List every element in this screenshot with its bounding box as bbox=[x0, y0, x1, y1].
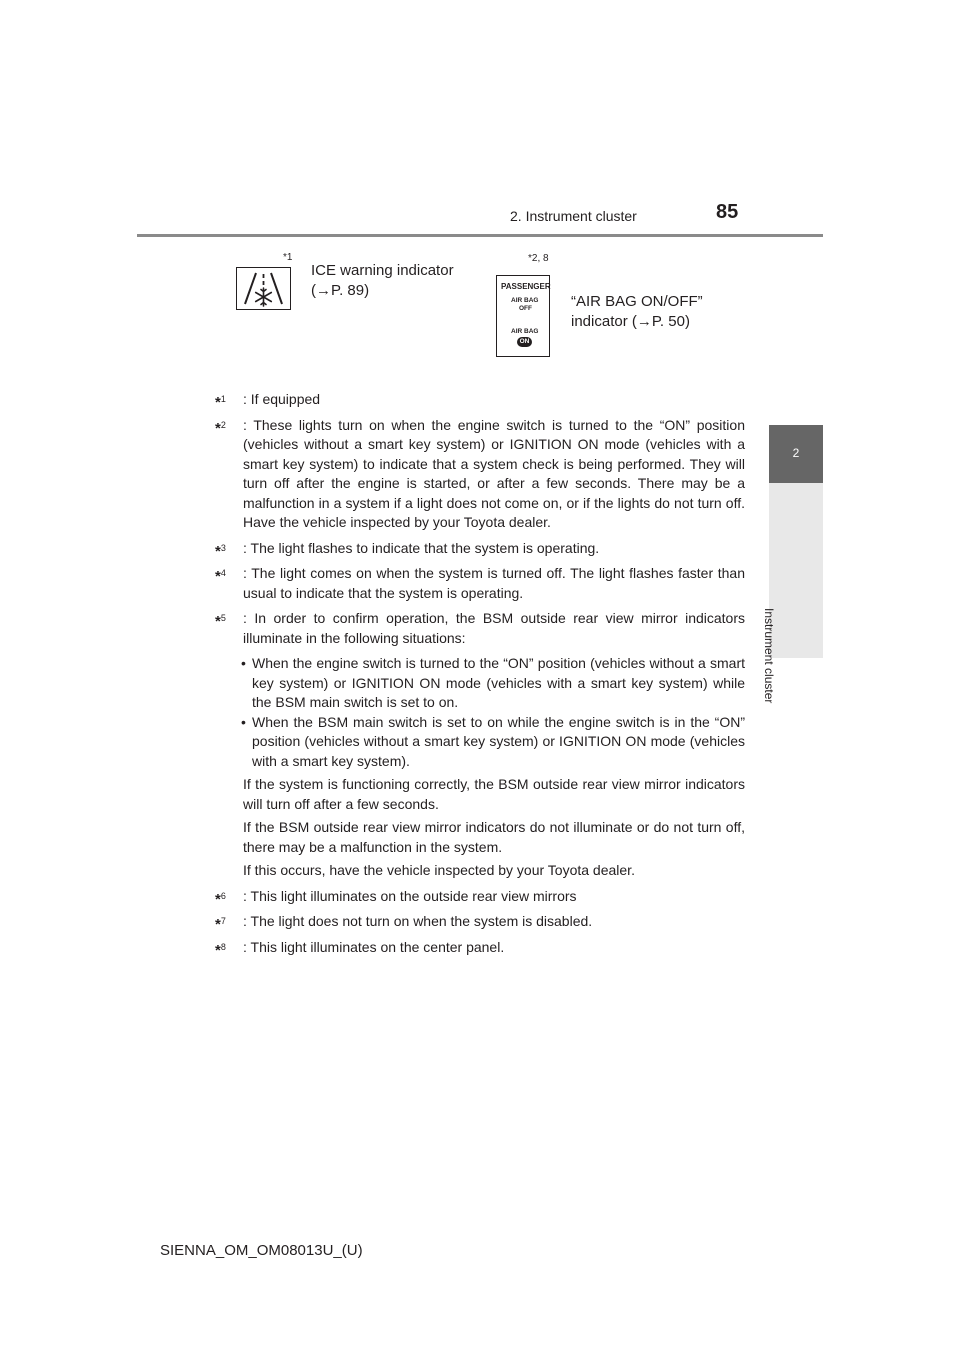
chapter-tab[interactable]: 2 bbox=[769, 425, 823, 483]
airbag-footnote-ref: *2, 8 bbox=[528, 253, 549, 264]
header-divider bbox=[137, 234, 823, 237]
footnote bbox=[215, 564, 745, 603]
airbag-indicator-label bbox=[571, 292, 703, 332]
footnote-text: : In order to confirm operation, the BSM outside rear view mirror indicators illuminate in the following situations: bbox=[243, 610, 745, 646]
ice-warning-icon bbox=[236, 267, 291, 310]
footnote-marker: *$^7$ bbox=[215, 916, 226, 933]
footnote-marker: *$^6$ bbox=[215, 890, 226, 908]
ice-footnote-ref: *1 bbox=[283, 252, 293, 263]
footnote-text: : The light flashes to indicate that the system is operating. bbox=[243, 539, 600, 556]
footnote bbox=[215, 912, 745, 932]
ice-page-ref[interactable]: (→P. 89) bbox=[311, 282, 370, 299]
airbag-on-off-icon bbox=[496, 275, 550, 357]
footnote-marker: *$^1$ bbox=[215, 394, 226, 411]
footnote-paragraph: If the BSM outside rear view mirror indicators do not illuminate or do not turn off, there may be a malfunction in the system. bbox=[243, 819, 745, 855]
footnote bbox=[215, 539, 745, 559]
page-number: 85 bbox=[716, 201, 739, 223]
footnote-text: : This light illuminates on the outside rear view mirrors bbox=[243, 887, 577, 904]
footnote-marker: *$^2$ bbox=[215, 419, 226, 437]
footnote bbox=[215, 390, 745, 410]
footnote-text: : If equipped bbox=[243, 391, 321, 407]
footnote-paragraph: If this occurs, have the vehicle inspected by your Toyota dealer. bbox=[243, 862, 635, 878]
footnote-marker: *$^5$ bbox=[215, 613, 226, 630]
footnote-marker: *$^3$ bbox=[215, 542, 226, 560]
footnote bbox=[215, 887, 745, 907]
chapter-tab-bar bbox=[769, 483, 823, 658]
section-title: 2. Instrument cluster bbox=[510, 208, 637, 224]
footnotes bbox=[215, 390, 745, 963]
document-id: SIENNA_OM_OM08013U_(U) bbox=[160, 1242, 363, 1259]
airbag-page-ref[interactable]: indicator (→P. 50) bbox=[571, 313, 690, 330]
footnote bbox=[215, 416, 745, 533]
footnote bbox=[215, 609, 745, 648]
airbag-off-line1: AIR BAG bbox=[511, 297, 539, 304]
ice-label-line1: ICE warning indicator bbox=[311, 262, 454, 279]
ice-warning-label bbox=[311, 261, 454, 301]
airbag-on-line1: AIR BAG bbox=[511, 328, 539, 335]
footnote-text: : The light does not turn on when the system is disabled. bbox=[243, 913, 593, 929]
footnote-marker: *$^4$ bbox=[215, 568, 226, 585]
airbag-label-line1: “AIR BAG ON/OFF” bbox=[571, 293, 703, 310]
footnote-text: : The light comes on when the system is turned off. The light flashes faster than usual to indicate that the system is operating. bbox=[243, 565, 745, 601]
bullet-list bbox=[215, 654, 745, 771]
chapter-tab-label: Instrument cluster bbox=[762, 608, 776, 704]
list-item: • When the engine switch is turned to the “ON” position (vehicles without a smart key system) or IGNITION ON mode (vehicles with a smart key system) while the BSM main switch is set to on. bbox=[241, 655, 745, 710]
footnote-text: : This light illuminates on the center panel. bbox=[243, 938, 505, 955]
airbag-passenger-text: PASSENGER bbox=[501, 282, 551, 291]
list-item: • When the BSM main switch is set to on while the engine switch is in the “ON” position (vehicles without a smart key system) or IGNITION ON mode (vehicles with a smart key system). bbox=[241, 713, 745, 769]
footnote-paragraph: If the system is functioning correctly, the BSM outside rear view mirror indicators will turn off after a few seconds. bbox=[243, 776, 745, 812]
airbag-on-pill: ON bbox=[517, 337, 532, 347]
footnote bbox=[215, 938, 745, 958]
footnote-text: : These lights turn on when the engine switch is turned to the “ON” position (vehicles without a smart key system) or IGNITION ON mode (vehicles with a smart key system) to indicate that a system check is being performed. They will turn off after the engine is started, or after a few seconds. There may be a malfunction in a system if a light does not come on, or if the lights do not turn off. Have the vehicle inspected by your Toyota dealer. bbox=[243, 416, 745, 530]
footnote-marker: *$^8$ bbox=[215, 941, 226, 959]
airbag-off-line2: OFF bbox=[519, 305, 532, 312]
